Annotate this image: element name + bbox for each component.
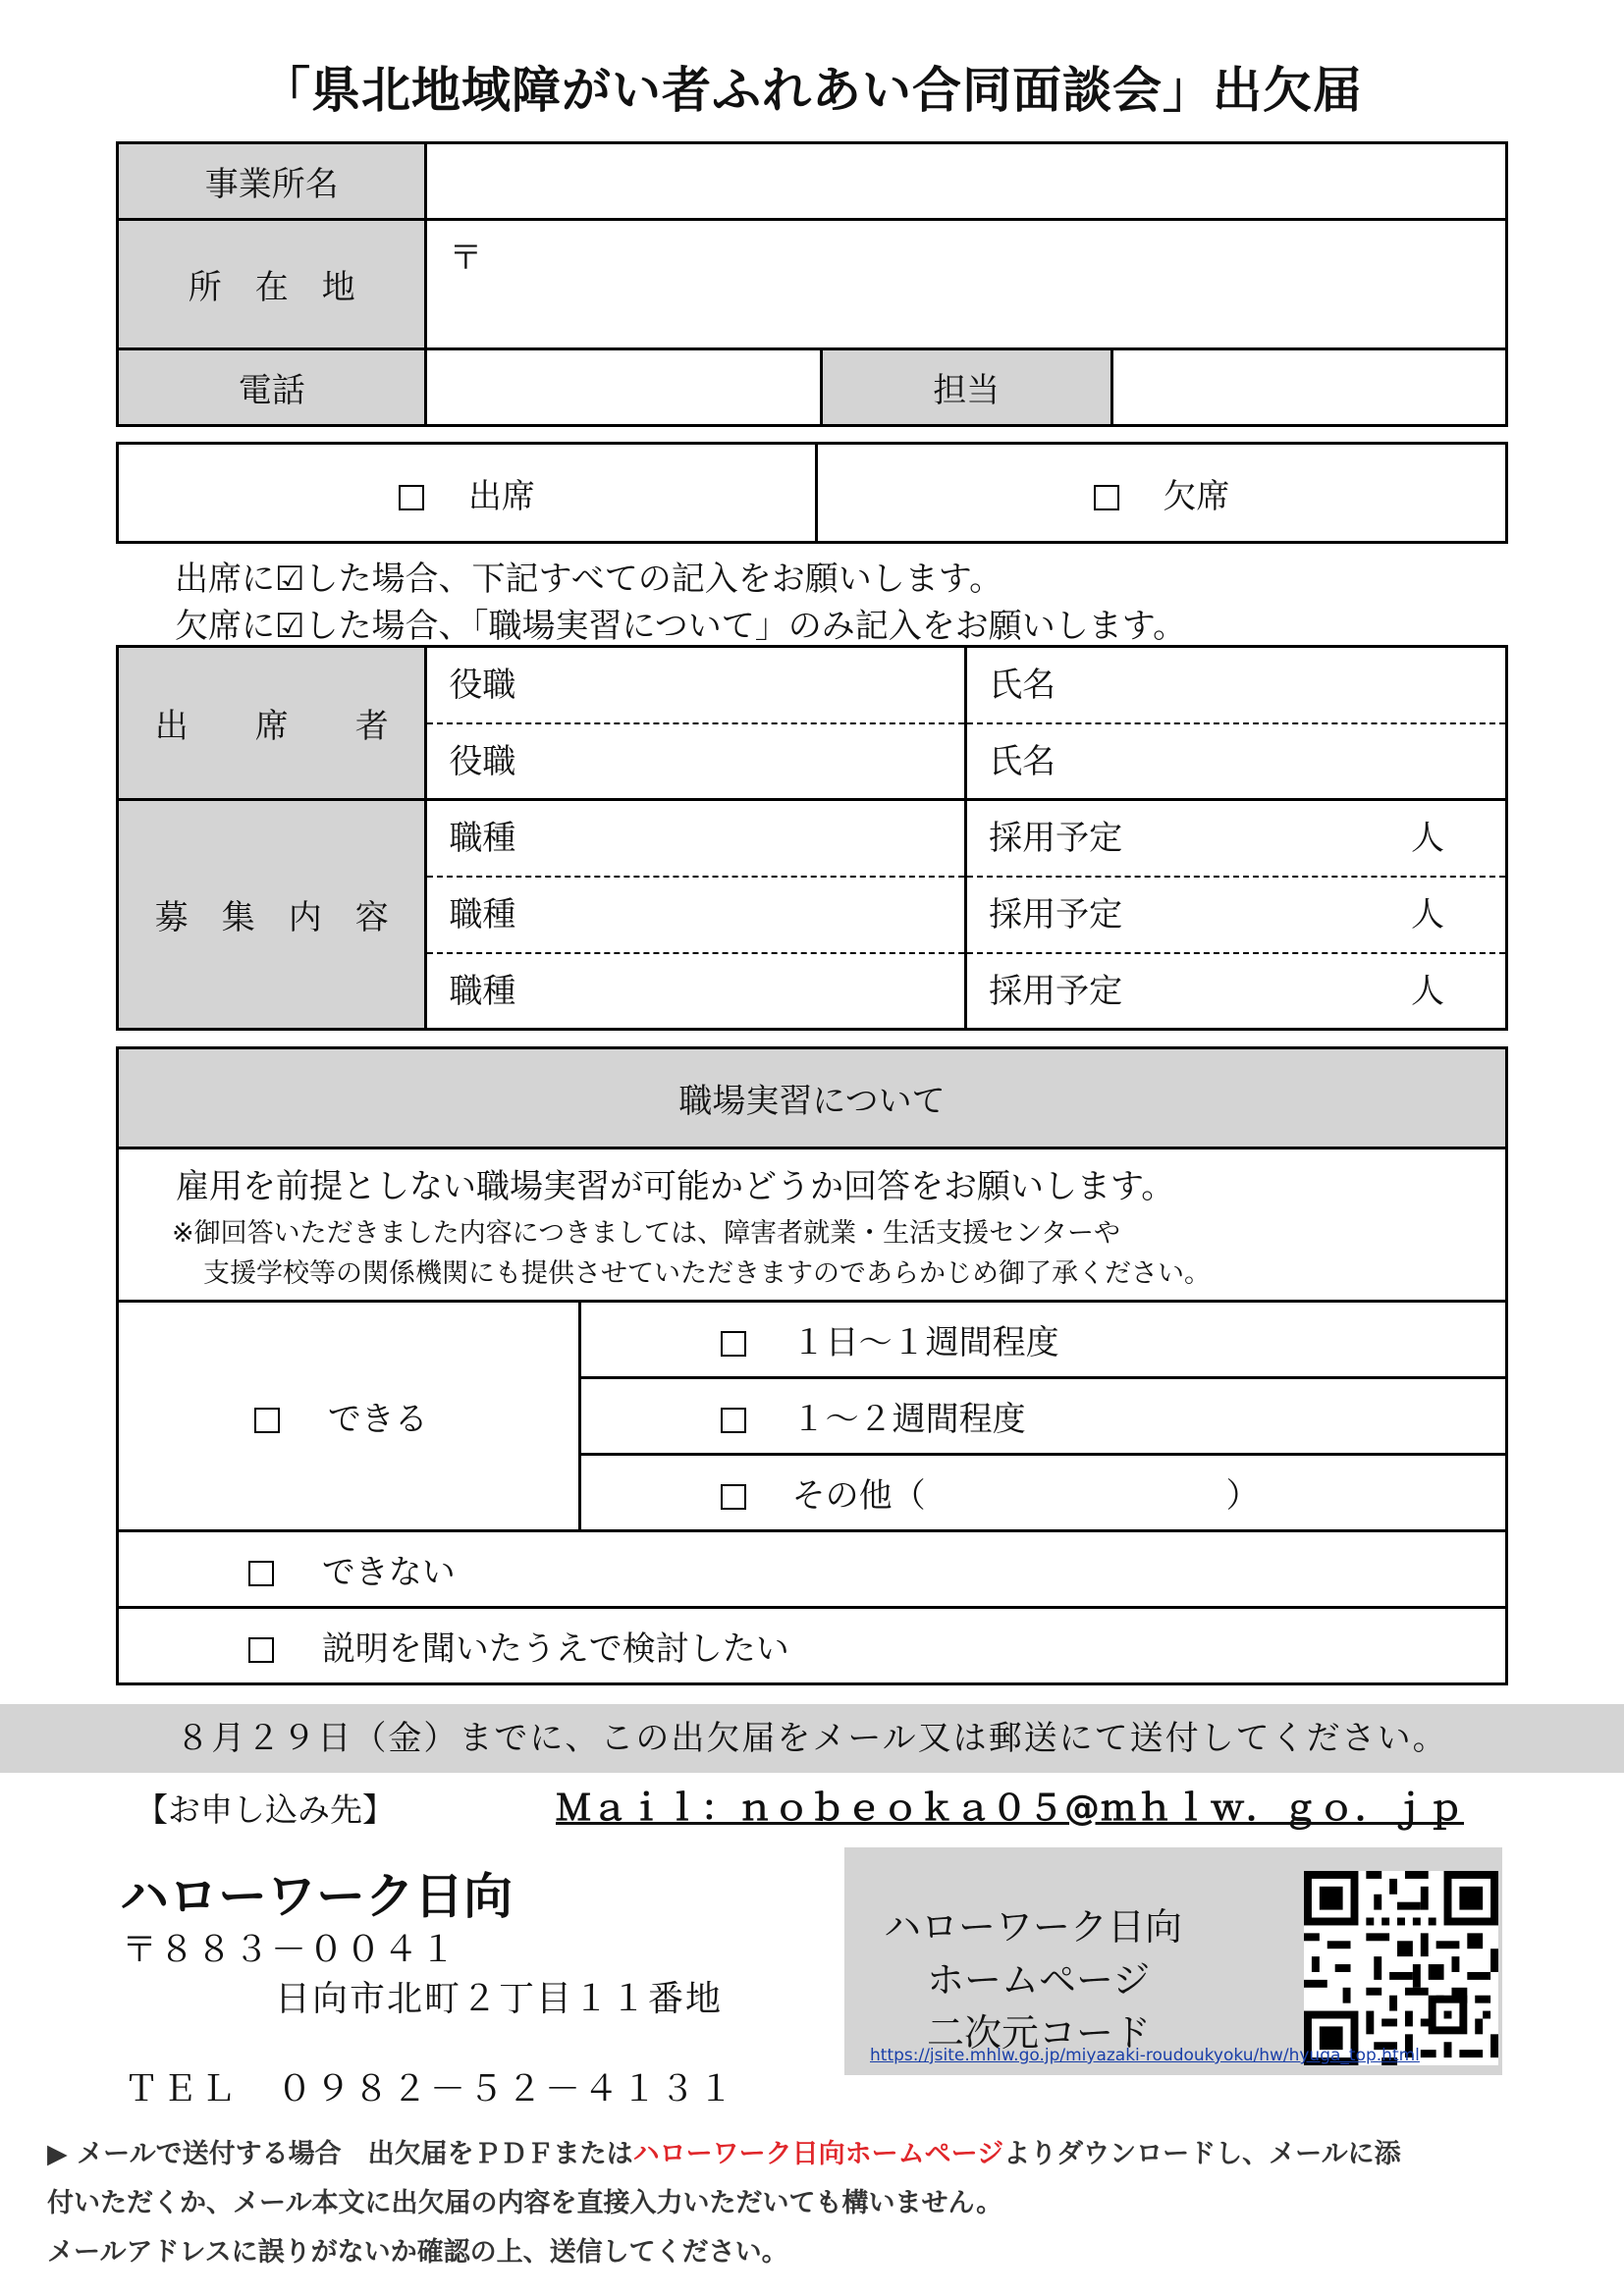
hire-plan-1[interactable] bbox=[966, 800, 1507, 877]
org-address: 日向市北町２丁目１１番地 bbox=[275, 1979, 724, 2019]
footer-line-2: 付いただくか、メール本文に出欠届の内容を直接入力いただいても構いません。 bbox=[47, 2188, 1003, 2218]
footer-line-1 bbox=[47, 2132, 1401, 2170]
org-postal: 〒８８３－００４１ bbox=[122, 1930, 459, 1970]
hire-plan-label: 採用予定 bbox=[989, 971, 1123, 1011]
attendees-label: 出 席 者 bbox=[118, 647, 426, 800]
deadline-banner: ８月２９日（金）までに、この出欠届をメール又は郵送にて送付してください。 bbox=[0, 1704, 1624, 1773]
page-title: 「県北地域障がい者ふれあい合同面談会」出欠届 bbox=[261, 62, 1363, 119]
contact-label: 【お申し込み先】 bbox=[135, 1790, 395, 1829]
absent-checkbox[interactable] bbox=[1094, 485, 1119, 510]
contact-email-link[interactable]: Ｍａｉｌ：ｎｏｂｅｏｋａ０５@ｍｈｌｗ．ｇｏ．ｊｐ bbox=[556, 1789, 1465, 1829]
consider-label: 説明を聞いたうえで検討したい bbox=[321, 1629, 789, 1669]
office-name-field[interactable] bbox=[426, 143, 1507, 220]
qr-panel bbox=[844, 1847, 1502, 2075]
attendee-position-2[interactable]: 役職 bbox=[426, 723, 966, 800]
attend-checkbox[interactable] bbox=[399, 485, 424, 510]
consider-option[interactable] bbox=[118, 1608, 1507, 1684]
can-label: できる bbox=[327, 1400, 428, 1439]
phone-field[interactable] bbox=[426, 349, 821, 426]
homepage-link[interactable]: ハローワーク日向ホームページ bbox=[632, 2139, 1004, 2169]
internship-note-2: 支援学校等の関係機関にも提供させていただきますのであらかじめ御了承ください。 bbox=[203, 1258, 1211, 1289]
contact-person-label: 担当 bbox=[821, 349, 1111, 426]
footer-text-1b: よりダウンロードし、メールに添 bbox=[1003, 2139, 1401, 2169]
hire-unit: 人 bbox=[1411, 819, 1444, 858]
hire-plan-3[interactable] bbox=[966, 953, 1507, 1030]
option-3-label: その他（ ） bbox=[791, 1476, 1260, 1516]
can-checkbox[interactable] bbox=[254, 1408, 280, 1433]
option-2-checkbox[interactable] bbox=[721, 1408, 746, 1433]
address-label: 所 在 地 bbox=[118, 220, 426, 349]
org-name: ハローワーク日向 bbox=[120, 1868, 513, 1925]
instruction-attend: 出席に☑した場合、下記すべての記入をお願いします。 bbox=[175, 560, 1003, 599]
internship-note-1: ※御回答いただきました内容につきましては、障害者就業・生活支援センターや bbox=[172, 1218, 1121, 1249]
cannot-option[interactable] bbox=[118, 1531, 1507, 1608]
qr-panel-line2: ホームページ bbox=[927, 1958, 1151, 2002]
attend-option[interactable] bbox=[118, 444, 817, 543]
attendance-table bbox=[116, 442, 1508, 544]
job-type-1[interactable]: 職種 bbox=[426, 800, 966, 877]
option-2[interactable] bbox=[579, 1378, 1506, 1455]
attendee-position-1[interactable]: 役職 bbox=[426, 647, 966, 723]
can-option[interactable] bbox=[118, 1302, 580, 1531]
option-1-label: １日～１週間程度 bbox=[791, 1323, 1059, 1362]
option-1[interactable] bbox=[579, 1302, 1506, 1378]
qr-code-icon[interactable] bbox=[1302, 1871, 1500, 2065]
internship-table bbox=[116, 1046, 1508, 1685]
job-type-2[interactable]: 職種 bbox=[426, 877, 966, 953]
phone-label: 電話 bbox=[118, 349, 426, 426]
hire-plan-label: 採用予定 bbox=[989, 894, 1123, 934]
hire-plan-2[interactable] bbox=[966, 877, 1507, 953]
absent-label: 欠席 bbox=[1163, 476, 1230, 516]
option-2-label: １～２週間程度 bbox=[791, 1400, 1026, 1439]
option-1-checkbox[interactable] bbox=[721, 1331, 746, 1357]
option-3[interactable] bbox=[579, 1455, 1506, 1531]
homepage-url-link[interactable]: https://jsite.mhlw.go.jp/miyazaki-roudoukyoku/hw/hyuga_top.html bbox=[870, 2046, 1420, 2065]
hire-unit: 人 bbox=[1411, 894, 1444, 934]
internship-header: 職場実習について bbox=[118, 1048, 1507, 1148]
footer-line-3: メールアドレスに誤りがないか確認の上、送信してください。 bbox=[47, 2237, 788, 2268]
contact-person-field[interactable] bbox=[1111, 349, 1506, 426]
attendees-recruitment-table bbox=[116, 645, 1508, 1031]
option-3-checkbox[interactable] bbox=[721, 1484, 746, 1510]
hire-unit: 人 bbox=[1411, 971, 1444, 1011]
attendee-name-1[interactable]: 氏名 bbox=[966, 647, 1507, 723]
recruitment-label: 募 集 内 容 bbox=[118, 800, 426, 1030]
job-type-3[interactable]: 職種 bbox=[426, 953, 966, 1030]
qr-panel-line1: ハローワーク日向 bbox=[884, 1905, 1183, 1949]
footer-text-1a: メールで送付する場合 出欠届をＰＤＦまたは bbox=[77, 2139, 633, 2169]
arrow-icon: ▶ bbox=[47, 2139, 68, 2169]
address-field[interactable] bbox=[426, 220, 1507, 349]
absent-option[interactable] bbox=[817, 444, 1507, 543]
office-name-label: 事業所名 bbox=[118, 143, 426, 220]
instruction-absent: 欠席に☑した場合、「職場実習について」のみ記入をお願いします。 bbox=[175, 607, 1187, 646]
qr-panel-line3: 二次元コード bbox=[927, 2011, 1152, 2055]
office-info-table bbox=[116, 141, 1508, 427]
attendee-name-2[interactable]: 氏名 bbox=[966, 723, 1507, 800]
org-tel: ＴＥＬ ０９８２－５２－４１３１ bbox=[124, 2069, 737, 2109]
postal-mark: 〒 bbox=[449, 239, 483, 278]
hire-plan-label: 採用予定 bbox=[989, 819, 1123, 858]
consider-checkbox[interactable] bbox=[248, 1637, 274, 1663]
cannot-label: できない bbox=[321, 1553, 456, 1592]
attend-label: 出席 bbox=[467, 476, 535, 516]
cannot-checkbox[interactable] bbox=[248, 1561, 274, 1586]
internship-question: 雇用を前提としない職場実習が可能かどうか回答をお願いします。 bbox=[176, 1167, 1175, 1206]
internship-description bbox=[118, 1148, 1507, 1302]
